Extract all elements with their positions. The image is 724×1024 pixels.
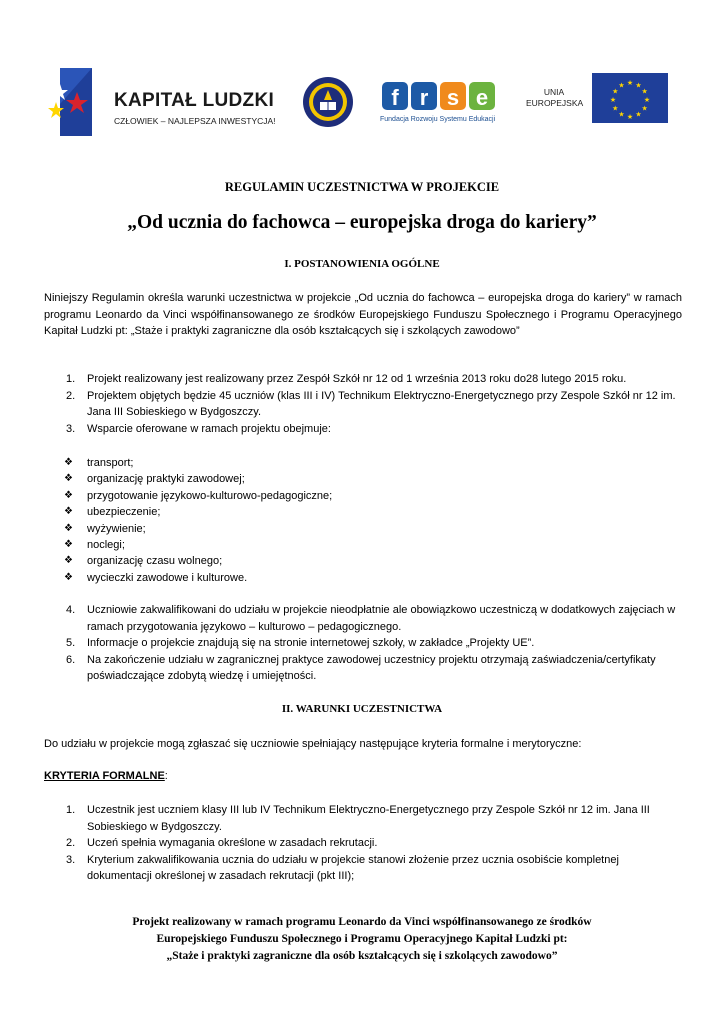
list-item: 2. Projektem objętych będzie 45 uczniów (klas III i IV) Technikum Elektryczno-Energetycznego przy Zespole Szkół nr 12 im. Jana III Sobieskiego w Bydgoszczy. (66, 389, 676, 419)
logo-strip (40, 60, 684, 140)
list-item: 3. Kryterium zakwalifikowania ucznia do udziału w projekcie stanowi złożenie przez ucznia osobiście kompletnej dokumentacji określonej w zasadach rekrutacji (pkt III); (66, 853, 619, 883)
eu-text-line1: UNIA (543, 87, 565, 97)
support-bullet-list (64, 455, 664, 586)
list-item: 5. Informacje o projekcie znajdują się na stronie internetowej szkoły, w zakładce „Projekty UE”. (66, 637, 535, 650)
bullet-item: ❖ przygotowanie językowo-kulturowo-pedagogiczne; (64, 488, 664, 504)
diamond-bullet-icon: ❖ (64, 571, 73, 583)
footer-line-1: Projekt realizowany w ramach programu Leonardo da Vinci współfinansowanego ze środków (132, 916, 592, 928)
section-heading-1: I. POSTANOWIENIA OGÓLNE (284, 258, 440, 270)
school-seal-icon (302, 76, 354, 133)
svg-text:r: r (419, 85, 429, 110)
eu-text-line2: EUROPEJSKA (526, 98, 584, 108)
svg-text:★: ★ (618, 110, 625, 119)
bullet-item: ❖ ubezpieczenie; (64, 504, 664, 520)
criteria-colon: : (164, 770, 168, 782)
svg-text:★: ★ (635, 81, 642, 90)
bullet-item: ❖ wyżywienie; (64, 521, 664, 537)
general-provisions-list (44, 371, 684, 437)
general-provisions-list-continued (44, 602, 684, 685)
bullet-item: ❖ organizację praktyki zawodowej; (64, 471, 664, 487)
svg-text:★: ★ (626, 113, 634, 121)
frse-caption: Fundacja Rozwoju Systemu Edukacji (380, 116, 496, 123)
svg-text:s: s (446, 85, 460, 110)
list-item: 3. Wsparcie oferowane w ramach projektu obejmuje: (66, 422, 331, 435)
formal-criteria-list (44, 802, 684, 885)
bullet-item: ❖ organizację czasu wolnego; (64, 553, 664, 569)
list-item: 2. Uczeń spełnia wymagania określone w zasadach rekrutacji. (66, 837, 378, 850)
list-item: 4. Uczniowie zakwalifikowani do udziału w projekcie nieodpłatnie ale obowiązkowo uczestniczą w dodatkowych zajęciach w ramach przygotowania językowo – kulturowo – pedagogicznego. (66, 604, 676, 633)
frse-letters-icon (380, 78, 500, 112)
section-heading-2: II. WARUNKI UCZESTNICTWA (281, 703, 443, 715)
eu-flag-icon (592, 73, 668, 123)
section2-intro: Do udziału w projekcie mogą zgłaszać się uczniowie spełniający następujące kryteria formalne i merytoryczne: (44, 738, 582, 750)
criteria-label: KRYTERIA FORMALNE (44, 770, 165, 782)
svg-text:★: ★ (609, 96, 617, 104)
eu-logo (526, 73, 686, 125)
kapital-ludzki-emblem-icon (46, 64, 108, 136)
svg-text:★: ★ (626, 79, 634, 87)
svg-text:★: ★ (635, 110, 642, 119)
bullet-item: ❖ noclegi; (64, 537, 664, 553)
svg-text:★: ★ (612, 87, 619, 96)
diamond-bullet-icon: ❖ (64, 506, 73, 518)
svg-text:★: ★ (612, 104, 619, 113)
eu-text (526, 87, 582, 109)
criteria-heading (44, 770, 168, 782)
project-name: „Od ucznia do fachowca – europejska droga do kariery” (127, 212, 597, 233)
footer-line-2: Europejskiego Funduszu Społecznego i Programu Operacyjnego Kapitał Ludzki pt: (156, 933, 568, 945)
svg-text:★: ★ (643, 96, 651, 104)
bullet-item: ❖ transport; (64, 455, 664, 471)
list-item: 1. Uczestnik jest uczniem klasy III lub IV Technikum Elektryczno-Energetycznego przy Zespole Szkół nr 12 im. Jana III Sobieskiego w Bydgoszczy. (66, 804, 650, 833)
kapital-ludzki-title: KAPITAŁ LUDZKI (114, 90, 275, 111)
diamond-bullet-icon: ❖ (64, 522, 73, 534)
intro-paragraph: Niniejszy Regulamin określa warunki uczestnictwa w projekcie „Od ucznia do fachowca – europejska droga do kariery” w ramach programu Leonardo da Vinci współfinansowanego ze środków Europejskiego Funduszu Społecznego i Programu Operacyjnego Kapitał Ludzki pt: „Staże i praktyki zagraniczne dla osób kształcących się i szkolących zawodowo” (44, 292, 682, 338)
svg-text:★: ★ (641, 87, 648, 96)
kapital-ludzki-subtitle: CZŁOWIEK – NAJLEPSZA INWESTYCJA! (114, 116, 276, 126)
footer-line-3: „Staże i praktyki zagraniczne dla osób kształcących się i szkolących zawodowo” (166, 950, 558, 962)
footer-note (0, 914, 724, 965)
diamond-bullet-icon: ❖ (64, 489, 73, 501)
svg-text:★: ★ (641, 104, 648, 113)
diamond-bullet-icon: ❖ (64, 555, 73, 567)
list-item: 6. Na zakończenie udziału w zagranicznej praktyce zawodowej uczestnicy projektu otrzymają zaświadczenia/certyfikaty poświadczające zdobytą wiedzę i umiejętności. (66, 653, 656, 683)
list-item: 1. Projekt realizowany jest realizowany przez Zespół Szkół nr 12 od 1 września 2013 roku do28 lutego 2015 roku. (66, 373, 627, 385)
diamond-bullet-icon: ❖ (64, 539, 73, 551)
document-title: REGULAMIN UCZESTNICTWA W PROJEKCIE (224, 180, 500, 194)
svg-text:★: ★ (618, 81, 625, 90)
svg-text:f: f (391, 85, 399, 110)
kapital-ludzki-logo (46, 64, 286, 136)
svg-text:e: e (475, 85, 489, 110)
diamond-bullet-icon: ❖ (64, 457, 73, 468)
bullet-item: ❖ wycieczki zawodowe i kulturowe. (64, 570, 664, 586)
frse-logo (380, 78, 500, 123)
diamond-bullet-icon: ❖ (64, 473, 73, 485)
